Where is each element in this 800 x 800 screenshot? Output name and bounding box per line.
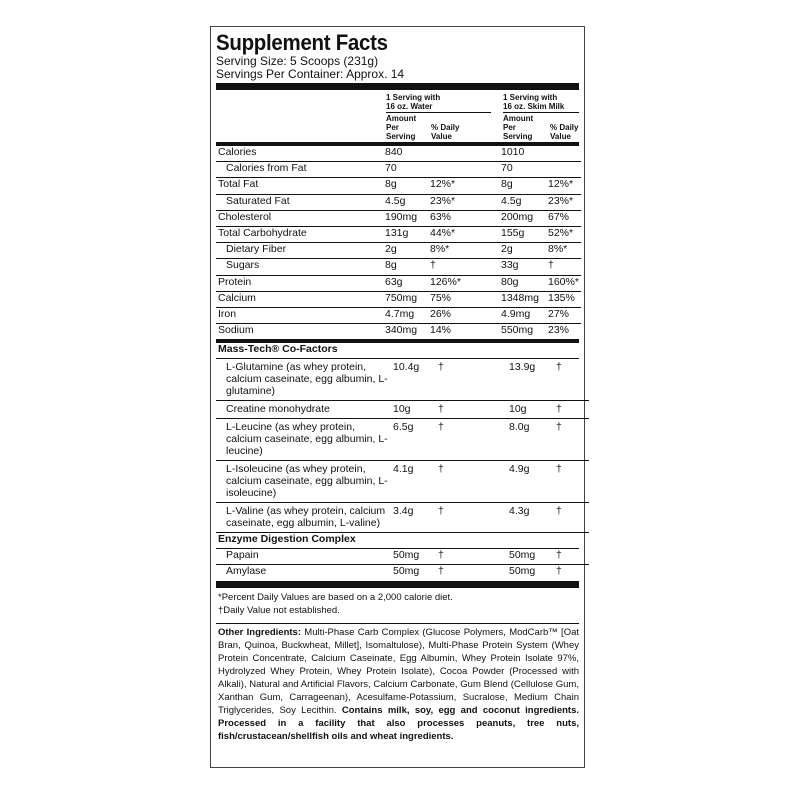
ingredient-row-l-glutamine [216,359,589,401]
milk-dv: † [556,549,589,565]
nutrient-name: Cholesterol [216,210,385,226]
milk-dv: 23%* [548,194,581,210]
nutrient-name: Calcium [216,291,385,307]
footnote-dagger: †Daily Value not established. [218,604,340,616]
nutrient-row-iron [216,307,581,323]
ingredient-name: Amylase [226,565,267,578]
water-amount: 190mg [385,210,430,226]
nutrient-name: Calories from Fat [216,162,385,178]
water-dv: † [438,549,509,565]
milk-dv: † [556,359,589,401]
milk-amount: 1010 [501,146,548,162]
ingredient-name: Papain [216,549,393,565]
water-amount: 840 [385,146,430,162]
milk-amount: 155g [501,226,548,242]
amount-label-m2: Per [503,123,516,132]
water-amount: 8g [385,178,430,194]
water-col-line2: 16 oz. Water [386,102,433,111]
milk-dv: 8%* [548,243,581,259]
nutrient-row-total-carbohydrate [216,226,581,242]
ingredient-name: L-Valine (as whey protein, calcium caseinate, egg albumin, L-valine) [216,503,393,533]
nutrient-name: Total Carbohydrate [216,226,385,242]
water-amount: 6.5g [393,419,438,461]
nutrient-row-calories [216,146,581,162]
milk-amount: 1348mg [501,291,548,307]
nutrient-row-total-fat [216,178,581,194]
nutrient-name: Dietary Fiber [216,243,385,259]
nutrient-name: Sugars [216,259,385,275]
milk-col-line1: 1 Serving with [503,93,558,102]
water-dv: 26% [430,307,501,323]
milk-amount: 50mg [509,549,556,565]
milk-amount: 4.3g [509,503,556,533]
milk-amount: 8.0g [509,419,556,461]
nutrient-table [216,146,581,339]
ingredient-row-papain [216,549,589,565]
water-amount: 750mg [385,291,430,307]
water-dv [430,146,501,162]
water-amount: 4.5g [385,194,430,210]
water-amount: 10.4g [393,359,438,401]
other-ingredients [216,624,579,743]
milk-amount: 10g [509,401,556,419]
dv-label-w2: Value [431,132,452,141]
water-amount: 63g [385,275,430,291]
water-dv: 14% [430,324,452,337]
header-rule-milk [503,112,579,113]
nutrient-row-saturated-fat [216,194,581,210]
ingredient-row-creatine [216,401,589,419]
nutrient-name: Total Fat [216,178,385,194]
nutrient-row-calories-from-fat [216,162,581,178]
water-amount: 2g [385,243,430,259]
milk-amount: 50mg [509,565,536,578]
ingredient-name: L-Isoleucine (as whey protein, calcium caseinate, egg albumin, L-isoleucine) [216,461,393,503]
water-dv: 23%* [430,194,501,210]
water-amount: 340mg [385,324,418,337]
label-body [216,31,579,743]
milk-amount: 80g [501,275,548,291]
water-dv: † [438,359,509,401]
dv-label-m1: % Daily [550,123,579,132]
milk-dv: 27% [548,307,581,323]
water-dv: † [438,419,509,461]
footer-divider [216,581,579,588]
milk-dv: † [556,419,589,461]
dv-label-m2: Value [550,132,571,141]
milk-amount: 4.9g [509,461,556,503]
thick-divider [216,83,579,90]
ingredient-name: L-Glutamine (as whey protein, calcium caseinate, egg albumin, L-glutamine) [216,359,393,401]
milk-amount: 33g [501,259,548,275]
masstech-heading: Mass-Tech® Co-Factors [216,343,579,359]
milk-dv: 12%* [548,178,581,194]
milk-dv: 52%* [548,226,581,242]
header-rule-water [386,112,491,113]
milk-dv: † [556,503,589,533]
amount-label-m3: Serving [503,132,533,141]
ingredient-name: L-Leucine (as whey protein, calcium caseinate, egg albumin, L-leucine) [216,419,393,461]
label-title: Supplement Facts [216,30,388,55]
milk-dv: † [556,461,589,503]
supplement-facts-panel [210,26,585,768]
water-dv: 44%* [430,226,501,242]
milk-dv: 160%* [548,275,581,291]
milk-amount: 13.9g [509,359,556,401]
nutrient-name: Protein [216,275,385,291]
nutrient-row-calcium [216,291,581,307]
milk-col-line2: 16 oz. Skim Milk [503,102,565,111]
dv-label-w1: % Daily [431,123,460,132]
ingredient-row-amylase [216,565,589,581]
milk-dv [548,146,581,162]
footnote-percent: *Percent Daily Values are based on a 2,000 calorie diet. [218,591,453,603]
water-col-line1: 1 Serving with [386,93,441,102]
water-dv: † [438,461,509,503]
water-dv: † [438,401,509,419]
nutrient-name: Sodium [218,324,254,337]
amount-label-m1: Amount [503,114,534,123]
milk-amount: 4.5g [501,194,548,210]
masstech-table [216,359,589,533]
ingredient-row-l-isoleucine [216,461,589,503]
water-dv: 63% [430,210,501,226]
column-header [216,90,579,142]
enzyme-heading: Enzyme Digestion Complex [216,533,579,549]
water-dv: † [438,565,444,578]
water-amount: 50mg [393,565,420,578]
milk-amount: 200mg [501,210,548,226]
water-dv: 8%* [430,243,501,259]
servings-per-container: Servings Per Container: Approx. 14 [216,67,405,81]
water-amount: 70 [385,162,430,178]
nutrient-row-dietary-fiber [216,243,581,259]
nutrient-name: Saturated Fat [216,194,385,210]
milk-dv: † [556,565,562,578]
ingredient-name: Creatine monohydrate [216,401,393,419]
amount-label-w1: Amount [386,114,417,123]
nutrient-name: Iron [216,307,385,323]
other-ingredients-label: Other Ingredients: [218,626,301,638]
milk-amount: 4.9mg [501,307,548,323]
milk-amount: 8g [501,178,548,194]
water-dv: † [430,259,501,275]
ingredient-row-l-leucine [216,419,589,461]
allergen-statement: Contains milk, soy, egg and coconut ingredients. Processed in a facility that also processes peanuts, tree nuts, fish/crustacean/shellfish oils and wheat ingredients. [218,704,579,742]
water-dv: 75% [430,291,501,307]
nutrient-row-sodium [216,324,581,340]
milk-dv: † [556,401,589,419]
milk-amount: 2g [501,243,548,259]
water-amount: 4.1g [393,461,438,503]
nutrient-row-sugars [216,259,581,275]
other-ingredients-text: Multi-Phase Carb Complex (Glucose Polymers, ModCarb™ [Oat Bran, Quinoa, Buckwheat, Millet], Isomaltulose), Multi-Phase Protein System (Whey Protein Concentrate, Calcium Caseinate, Egg Albumin, Whey Protein Isolate 97%, Hydrolyzed Whey Protein, Whey Protein Isolate), Cocoa Powder (Processed with Alkali), Natural and Artificial Flavors, Calcium Carbonate, Gum Blend (Cellulose Gum, Xanthan Gum, Carrageenan), Acesulfame-Potassium, Sucralose, Medium Chain Triglycerides, Soy Lecithin. [218,626,580,716]
water-amount: 3.4g [393,503,438,533]
water-dv: 12%* [430,178,501,194]
water-amount: 10g [393,401,438,419]
milk-amount: 70 [501,162,548,178]
water-amount: 4.7mg [385,307,430,323]
milk-dv [548,162,581,178]
nutrient-name: Calories [216,146,385,162]
water-amount: 131g [385,226,430,242]
water-dv [430,162,501,178]
milk-dv: 135% [548,291,581,307]
amount-label-w3: Serving [386,132,416,141]
amount-label-w2: Per [386,123,399,132]
footnotes [216,588,579,617]
nutrient-row-protein [216,275,581,291]
ingredient-row-l-valine [216,503,589,533]
nutrient-row-cholesterol [216,210,581,226]
milk-dv: 23% [548,324,570,337]
water-dv: 126%* [430,275,501,291]
water-amount: 8g [385,259,430,275]
serving-size: Serving Size: 5 Scoops (231g) [216,54,379,68]
milk-dv: † [548,259,581,275]
water-amount: 50mg [393,549,438,565]
water-dv: † [438,503,509,533]
enzyme-table [216,549,589,580]
milk-amount: 550mg [501,324,534,337]
milk-dv: 67% [548,210,581,226]
